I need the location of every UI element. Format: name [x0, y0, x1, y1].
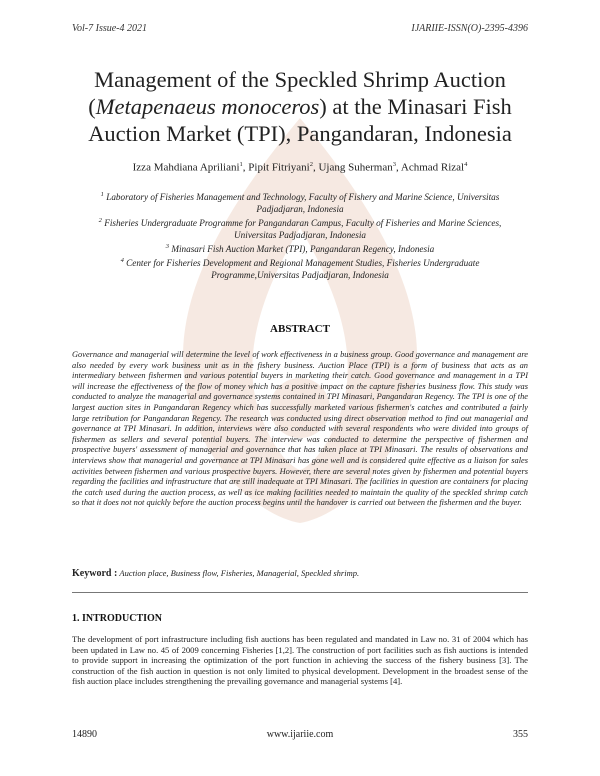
keyword-label: Keyword :: [72, 568, 118, 579]
author-affiliation-number: 3: [392, 161, 396, 168]
affiliation-number: 1: [100, 191, 104, 198]
author-affiliation-number: 2: [309, 161, 313, 168]
abstract-heading: ABSTRACT: [270, 323, 330, 335]
affiliation-number: 3: [165, 243, 170, 251]
title-species-italic: Metapenaeus monoceros: [95, 94, 320, 119]
section-divider: [72, 592, 528, 593]
affiliation-text: Minasari Fish Auction Market (TPI), Pangandaran Regency, Indonesia: [171, 244, 435, 255]
affiliation-item: [80, 255, 520, 281]
keyword-list: Auction place, Business flow, Fisheries, Managerial, Speckled shrimp.: [119, 568, 360, 578]
affiliation-item: [80, 241, 520, 255]
affiliation-text: Laboratory of Fisheries Management and Technology, Faculty of Fishery and Marine Science, Universitas Padjadjaran, Indonesia: [106, 192, 500, 215]
author-name: Ujang Suherman: [318, 161, 393, 174]
footer-website: www.ijariie.com: [266, 729, 334, 740]
title-part-2: ) at the Minasari Fish Auction Market (TPI), Pangandaran, Indonesia: [88, 94, 512, 146]
author-separator: ,: [312, 161, 319, 174]
journal-issn: IJARIIE-ISSN(O)-2395-4396: [411, 23, 528, 34]
author-name: Achmad Rizal: [400, 161, 465, 174]
paper-title: [60, 66, 540, 147]
title-part-1: Management of the Speckled Shrimp Auction (: [88, 67, 506, 119]
journal-volume: Vol-7 Issue-4 2021: [72, 23, 147, 34]
affiliation-item: [80, 215, 520, 241]
author-separator: ,: [395, 161, 401, 174]
author-list: [60, 161, 540, 174]
author-name: Izza Mahdiana Apriliani: [132, 161, 240, 174]
introduction-paragraph: The development of port infrastructure including fish auctions has been regulated and mandated in Law no. 31 of 2004 which has been updated in Law no. 45 of 2009 concerning Fisheries [1,2]. The construction of port facilities such as fish auctions is intended to provide support in increasing the optimization of the port function in achieving the success of the fishery business [3]. The construction of the fish auction in question is not only limited to physical development. Development in the broadest sense of the fish auction place includes strengthening the prevailing governance and managerial systems [4].: [72, 634, 528, 686]
affiliation-item: [80, 189, 520, 215]
footer-paper-id: 14890: [72, 729, 97, 740]
author-affiliation-number: 4: [464, 161, 468, 168]
affiliation-text: Center for Fisheries Development and Regional Management Studies, Fisheries Undergraduate Programme,Universitas Padjadjaran, Indonesia: [126, 258, 480, 281]
author-separator: ,: [242, 161, 249, 174]
affiliation-text: Fisheries Undergraduate Programme for Pangandaran Campus, Faculty of Fisheries and Marine Sciences, Universitas Padjadjaran, Indonesia: [104, 218, 502, 241]
keywords-line: [72, 568, 528, 579]
section-heading-introduction: 1. INTRODUCTION: [72, 613, 163, 624]
author-affiliation-number: 1: [239, 161, 243, 168]
affiliation-number: 2: [98, 217, 102, 225]
author-name: Pipit Fitriyani: [248, 161, 310, 174]
affiliation-list: [80, 189, 520, 281]
affiliation-number: 4: [120, 257, 124, 265]
abstract-text: Governance and managerial will determine the level of work effectiveness in a business group. Good governance and management are also needed by every work business unit as in the fishery business. Auction Place (TPI) is a form of business that acts as an intermediary between fishermen and various potential buyers in marketing their catch. Good governance and management in a TPI will increase the effectiveness of the flow of money which has a positive impact on the capture fisheries business flow. This study was conducted to analyze the managerial and governance systems contained in TPI Minasari, Pangandaran Regency. The TPI is one of the largest auction sites in Pangandaran Regency which has successfully marketed various fishermen's catches and contributed a fairly large retribution for Pangandaran Regency. The research was conducted using direct observation method to find out managerial and governance at TPI Minasari. In addition, interviews were also conducted with several respondents who were divided into groups of fishermen as sellers and several potential buyers. The interview was conducted to determine the perspective of fishermen and prospective buyers' assessment of managerial and governance that has taken place at TPI Minasari. The results of observations and interviews show that managerial and governance at TPI Minasari has gone well and is considered quite effective as a liaison for sales activities between fishermen and various prospective buyers. However, there are several notes given by fishermen and potential buyers regarding the facilities and infrastructure that are still inadequate at TPI Minasari. The facilities in question are containers for placing the catch used during the auction process, as well as ice making facilities needed to maintain the quality of the speckled shrimp catch so that it does not not quickly before the auction process begins until the handover is carried out between the fishermen and the buyer.: [72, 350, 528, 508]
footer-page-number: 355: [513, 729, 528, 740]
